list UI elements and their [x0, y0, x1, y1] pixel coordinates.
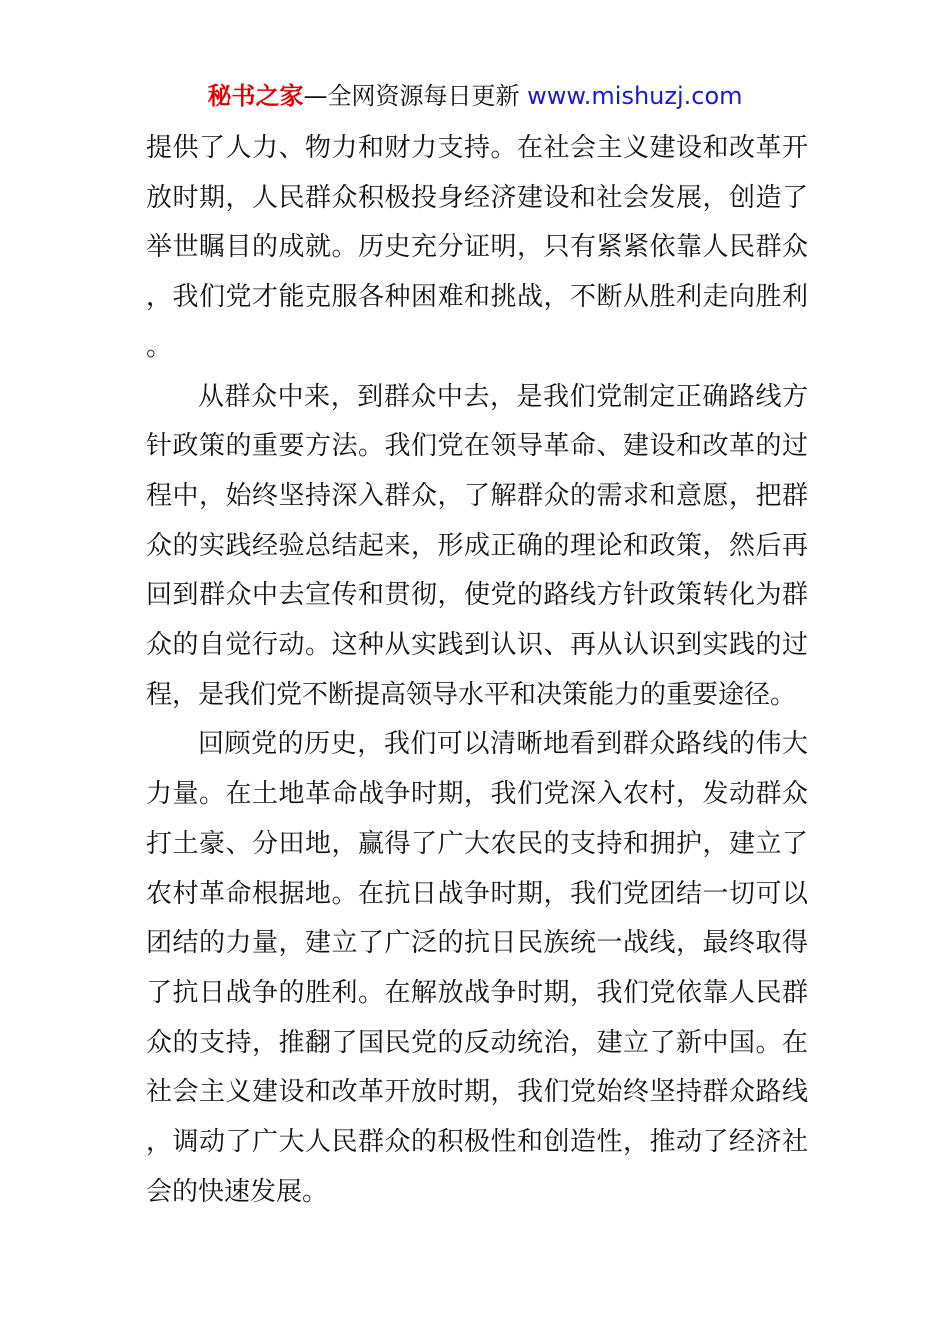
paragraph-1: 提供了人力、物力和财力支持。在社会主义建设和改革开放时期，人民群众积极投身经济建设和社会发展，创造了举世瞩目的成就。历史充分证明，只有紧紧依靠人民群众，我们党才能克服各种困难和挑战，不断从胜利走向胜利。 — [146, 133, 808, 362]
header-brand: 秘书之家 — [207, 82, 304, 110]
header-url: www.mishuzj.com — [527, 82, 743, 110]
document-body — [146, 124, 808, 1217]
page-header — [0, 80, 950, 112]
paragraph-3: 回顾党的历史，我们可以清晰地看到群众路线的伟大力量。在土地革命战争时期，我们党深入农村，发动群众打土豪、分田地，赢得了广大农民的支持和拥护，建立了农村革命根据地。在抗日战争时期，我们党团结一切可以团结的力量，建立了广泛的抗日民族统一战线，最终取得了抗日战争的胜利。在解放战争时期，我们党依靠人民群众的支持，推翻了国民党的反动统治，建立了新中国。在社会主义建设和改革开放时期，我们党始终坚持群众路线，调动了广大人民群众的积极性和创造性，推动了经济社会的快速发展。 — [146, 729, 808, 1207]
header-tagline: —全网资源每日更新 — [303, 82, 528, 110]
paragraph-2: 从群众中来，到群众中去，是我们党制定正确路线方针政策的重要方法。我们党在领导革命、建设和改革的过程中，始终坚持深入群众，了解群众的需求和意愿，把群众的实践经验总结起来，形成正确的理论和政策，然后再回到群众中去宣传和贯彻，使党的路线方针政策转化为群众的自觉行动。这种从实践到认识、再从认识到实践的过程，是我们党不断提高领导水平和决策能力的重要途径。 — [146, 381, 808, 710]
